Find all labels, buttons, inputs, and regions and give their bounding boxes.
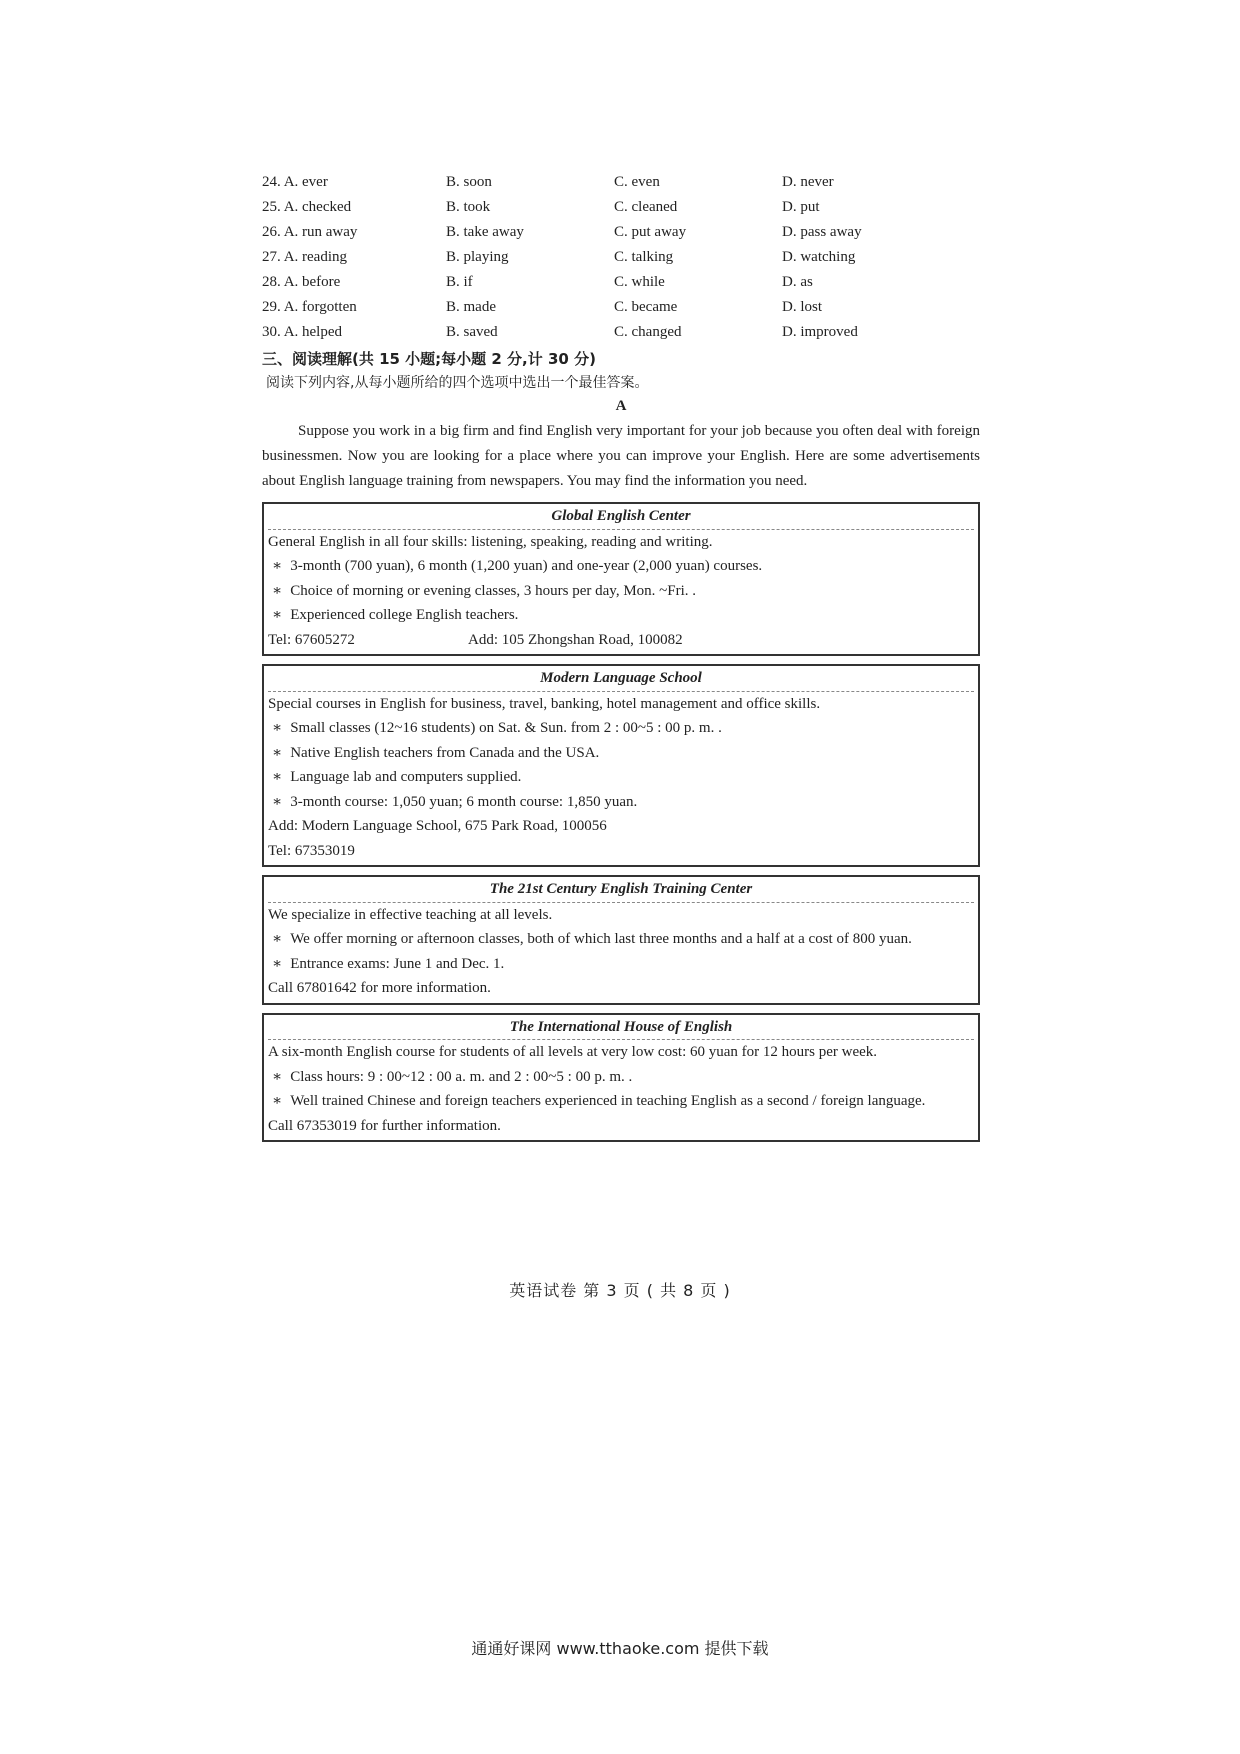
ad-description: General English in all four skills: listening, speaking, reading and writing. [268, 533, 713, 550]
option-row [262, 320, 980, 345]
option-row [262, 170, 980, 195]
option-b: B. took [446, 199, 491, 215]
option-row [262, 195, 980, 220]
ad-international-house [262, 1013, 980, 1143]
option-b: B. soon [446, 174, 492, 190]
option-row [262, 220, 980, 245]
option-a: 29. A. forgotten [262, 299, 357, 315]
option-b: B. playing [446, 249, 509, 265]
ad-telephone: Tel: 67353019 [268, 842, 355, 859]
passage-letter: A [615, 398, 627, 414]
ad-bullet: ∗ Small classes (12~16 students) on Sat. & Sun. from 2 : 00~5 : 00 p. m. . [268, 716, 974, 741]
ad-call: Call 67353019 for further information. [268, 1117, 501, 1134]
ad-bullet: ∗ Language lab and computers supplied. [268, 765, 974, 790]
option-a: 28. A. before [262, 274, 341, 290]
option-c: C. changed [614, 324, 682, 340]
ad-title: The International House of English [268, 1015, 974, 1041]
option-row [262, 270, 980, 295]
option-c: C. talking [614, 249, 674, 265]
option-b: B. take away [446, 224, 524, 240]
option-row [262, 295, 980, 320]
option-c: C. cleaned [614, 199, 678, 215]
section-instruction: 阅读下列内容,从每小题所给的四个选项中选出一个最佳答案。 [266, 375, 649, 391]
option-c: C. put away [614, 224, 687, 240]
ad-contact [268, 628, 974, 653]
ad-bullet: ∗ 3-month (700 yuan), 6 month (1,200 yuan) and one-year (2,000 yuan) courses. [268, 554, 974, 579]
ad-telephone: Tel: 67605272 [268, 631, 355, 648]
option-d: D. as [782, 274, 813, 290]
ad-bullet: ∗ Native English teachers from Canada and the USA. [268, 741, 974, 766]
option-a: 26. A. run away [262, 224, 358, 240]
ad-bullet: ∗ Well trained Chinese and foreign teachers experienced in teaching English as a second / foreign language. [268, 1089, 974, 1114]
option-b: B. if [446, 274, 473, 290]
option-d: D. watching [782, 249, 856, 265]
ad-description: A six-month English course for students of all levels at very low cost: 60 yuan for 12 hours per week. [268, 1044, 878, 1060]
option-d: D. put [782, 199, 820, 215]
section-heading: 三、阅读理解(共 15 小题;每小题 2 分,计 30 分) [262, 350, 596, 368]
option-d: D. never [782, 174, 834, 190]
option-b: B. saved [446, 324, 498, 340]
ad-address: Add: Modern Language School, 675 Park Road, 100056 [268, 818, 607, 834]
ad-21st-century-center [262, 875, 980, 1005]
ad-modern-language-school [262, 664, 980, 867]
ad-address: Add: 105 Zhongshan Road, 100082 [468, 631, 683, 648]
option-c: C. while [614, 274, 665, 290]
ad-bullet: ∗ Class hours: 9 : 00~12 : 00 a. m. and 2 : 00~5 : 00 p. m. . [268, 1065, 974, 1090]
option-row [262, 245, 980, 270]
exam-page [262, 170, 980, 1142]
answer-options [262, 170, 980, 345]
ad-title: The 21st Century English Training Center [268, 877, 974, 903]
ad-call: Call 67801642 for more information. [268, 980, 491, 996]
ad-global-english-center [262, 502, 980, 656]
ad-title: Global English Center [268, 504, 974, 530]
ad-bullet: ∗ 3-month course: 1,050 yuan; 6 month course: 1,850 yuan. [268, 790, 974, 815]
page-footer: 英语试卷 第 3 页 ( 共 8 页 ) [509, 1281, 731, 1300]
option-a: 27. A. reading [262, 249, 347, 265]
option-a: 30. A. helped [262, 324, 343, 340]
passage-intro: Suppose you work in a big firm and find English very important for your job because you often deal with foreign businessmen. Now you are looking for a place where you can improve your English. Here are some advertisements about English language training from newspapers. You may find the information you need. [262, 423, 980, 489]
option-d: D. lost [782, 299, 823, 315]
ad-bullet: ∗ We offer morning or afternoon classes, both of which last three months and a half at a cost of 800 yuan. [268, 927, 974, 952]
ad-title: Modern Language School [268, 666, 974, 692]
option-a: 25. A. checked [262, 199, 352, 215]
option-a: 24. A. ever [262, 174, 328, 190]
option-c: C. even [614, 174, 660, 190]
option-d: D. improved [782, 324, 858, 340]
ad-bullet: ∗ Choice of morning or evening classes, 3 hours per day, Mon. ~Fri. . [268, 579, 974, 604]
site-footer: 通通好课网 www.tthaoke.com 提供下载 [471, 1639, 769, 1658]
ad-description: Special courses in English for business, travel, banking, hotel management and office skills. [268, 695, 821, 712]
ad-bullet: ∗ Experienced college English teachers. [268, 603, 974, 628]
ad-description: We specialize in effective teaching at all levels. [268, 906, 553, 923]
option-d: D. pass away [782, 224, 862, 240]
option-c: C. became [614, 299, 678, 315]
ad-bullet: ∗ Entrance exams: June 1 and Dec. 1. [268, 952, 974, 977]
option-b: B. made [446, 299, 496, 315]
